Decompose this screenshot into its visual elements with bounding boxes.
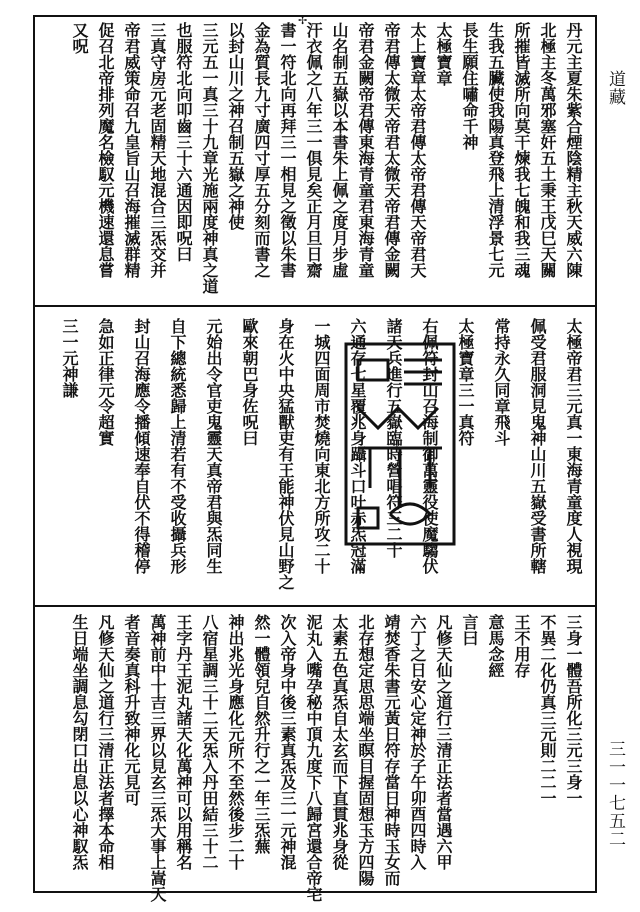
center-mark-icon: ✢ <box>298 14 308 27</box>
text-column: 常持永久同章飛斗 <box>492 318 511 446</box>
text-column: 三身一體吾所化三元三身一 <box>564 614 583 806</box>
text-column: 促召北帝排列魔名檢馭元機速還息嘗 <box>96 22 115 278</box>
text-column: 山名制五嶽以本書朱上佩之度月步虛 <box>330 22 349 278</box>
talisman-seal <box>340 338 460 550</box>
text-column: 右佩符封山召海制御萬靈役使魔騶伏 <box>420 318 439 574</box>
text-panel-top <box>48 22 584 302</box>
section-divider <box>33 305 597 307</box>
text-column: 北存想定思思端坐瞑目握固想玉方四陽 <box>356 614 375 886</box>
text-column: 凡修天仙之道行三清正法者擇本命相 <box>96 614 115 870</box>
text-column: 六通存七星覆兆身躡斗口吐赤炁冠滿 <box>348 318 367 574</box>
text-column: 太上寶章太帝君傳太帝君傳天帝君天 <box>408 22 427 278</box>
text-column: 三元五一真三十九章光施兩度神真之道 <box>200 22 219 294</box>
text-column: 北極主冬萬邪塞奸五土秉王戊巳天關 <box>538 22 557 278</box>
text-column: 太極寶章 <box>434 22 453 86</box>
text-column: 太素五色真炁自太玄而下直貫兆身從 <box>330 614 349 870</box>
page-number: 三一一七五二 <box>605 740 625 848</box>
text-column: 以封山川之神召制五嶽之神使 <box>226 22 245 230</box>
text-column: 金為質長九寸廣四寸厚五分刻而書之 <box>252 22 271 278</box>
text-column: 帝君威策命召九皇旨山召海摧滅群精 <box>122 22 141 278</box>
text-column: 靖焚香朱書元黃日符存當日神時玉女而 <box>382 614 401 886</box>
text-column: 元始出令官吏鬼靈天真帝君與炁同生 <box>204 318 223 574</box>
text-column: 封山召海應令播傾速奉自伏不得稽停 <box>132 318 151 574</box>
text-column: 汗衣佩之八年三一俱見矣正月旦日齋 <box>304 22 323 278</box>
text-column: 歐來朝巴身佐呪曰 <box>240 318 259 446</box>
text-column: 所摧皆滅所向莫干煉我七魄和我三魂 <box>512 22 531 278</box>
section-divider <box>33 605 597 607</box>
text-column: 又呪 <box>70 22 89 54</box>
text-column: 也服符北向叩齒三十六通因即呪曰 <box>174 22 193 262</box>
text-column: 帝君傳太微天帝君太微天帝君傳金闕 <box>382 22 401 278</box>
text-column: 三真守房元老固精天地混合三炁交并 <box>148 22 167 278</box>
text-column: 急如正律元令超實 <box>96 318 115 446</box>
text-column: 丹元主夏朱紫合煙陰精主秋天威六陳 <box>564 22 583 278</box>
text-column: 凡修天仙之道行三清正法者當遇六甲 <box>434 614 453 870</box>
text-column: 次入帝身中後三素真炁及三一元神混 <box>278 614 297 870</box>
text-column: 意馬念經 <box>486 614 505 678</box>
text-column: 生我五臟使我陽真登飛上清浮景七元 <box>486 22 505 278</box>
text-panel-bottom <box>48 614 584 902</box>
text-column: 三一元神謙 <box>60 318 79 398</box>
text-column: 王字丹王泥丸諸天化萬神可以用稱名 <box>174 614 193 870</box>
text-column: 泥丸入嘴孕秘中頂九度下八歸宮還合帝宅 <box>304 614 323 902</box>
text-column: 然一體領兒自然升行之一年三炁蕪 <box>252 614 271 854</box>
text-column: 六丁之日安心定神於子午卯酉四時入 <box>408 614 427 870</box>
text-column: 神出兆光身應化元所不至然後步二十 <box>226 614 245 870</box>
text-column: 一城四面周市焚燒向東北方所攻二十 <box>312 318 331 574</box>
text-column: 自下總統悉歸上清若有不受收攝兵形 <box>168 318 187 574</box>
text-column: 書一符北向再拜三一相見之徵以朱書 <box>278 22 297 278</box>
text-column: 諸天兵進行五嶽臨時營唱符三二十 <box>384 318 403 558</box>
text-column: 太極帝君三元真一東海青童度人視現 <box>564 318 583 574</box>
text-column: 長生願住嘯命千神 <box>460 22 479 150</box>
text-column: 不異二化仍真三元則二二一 <box>538 614 557 806</box>
text-column: 帝君金闕帝君傳東海青童君東海青童 <box>356 22 375 278</box>
text-panel-middle <box>48 318 584 600</box>
text-column: 八宿星調三十二天炁入丹田結三十二 <box>200 614 219 870</box>
text-column: 佩受君服洞見鬼神山川五嶽受書所轄 <box>528 318 547 574</box>
text-column: 生日端坐調息勾閉口出息以心神馭炁 <box>70 614 89 870</box>
text-column: 王不用存 <box>512 614 531 678</box>
text-column: 身在火中央猛獸吏有王能神伏見山野之 <box>276 318 295 590</box>
book-title: 道藏 <box>605 70 625 106</box>
text-column: 者音奏真科升致神化元見可 <box>122 614 141 806</box>
text-column: 萬神前中十吉三界以見玄三炁大事上嵩天 <box>148 614 167 902</box>
text-column: 太極寶章三一真符 <box>456 318 475 446</box>
text-column: 言曰 <box>460 614 479 646</box>
